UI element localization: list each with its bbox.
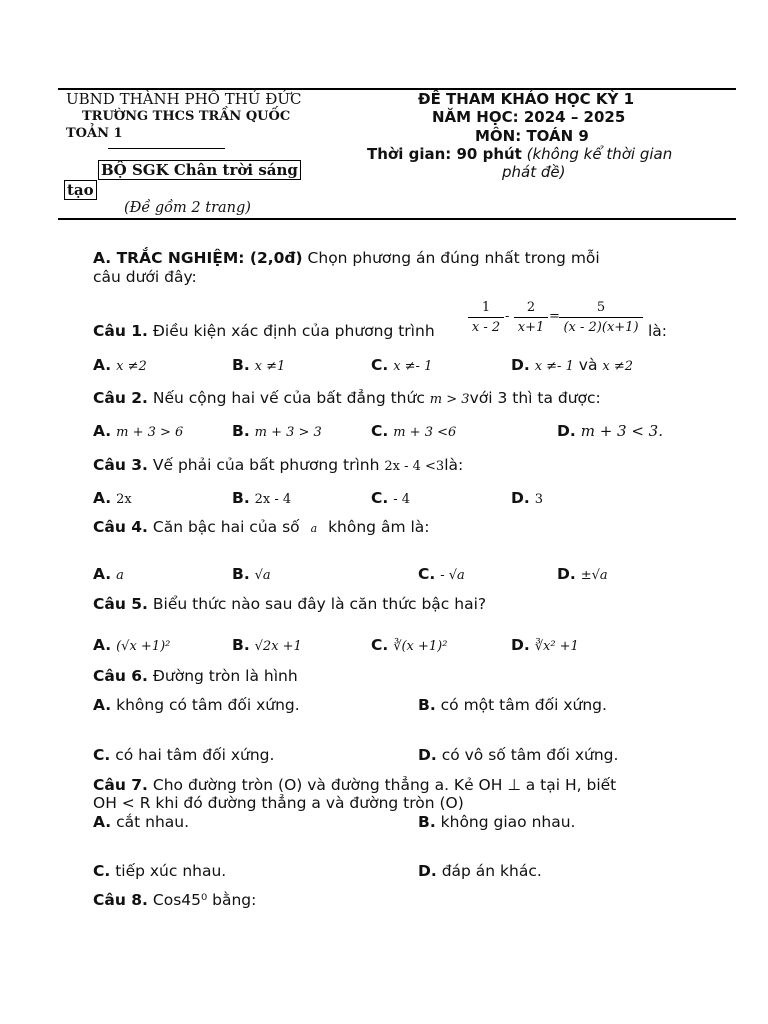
question-5-label: Câu 5. xyxy=(93,595,148,613)
q6-option-c[interactable] xyxy=(93,746,274,764)
option-letter: B. xyxy=(232,422,250,440)
option-letter: A. xyxy=(93,696,112,714)
question-6-label: Câu 6. xyxy=(93,667,148,685)
question-4-text: Căn bậc hai của số xyxy=(152,518,300,536)
q3-option-d[interactable] xyxy=(511,489,543,507)
option-letter: C. xyxy=(371,356,389,374)
option-text: - √a xyxy=(440,568,465,583)
option-letter: D. xyxy=(511,636,530,654)
option-text: 3 xyxy=(534,492,543,507)
option-letter: A. xyxy=(93,356,112,374)
q7-option-d[interactable] xyxy=(418,862,542,880)
option-letter: A. xyxy=(93,565,112,583)
option-letter: D. xyxy=(418,862,437,880)
option-text: không giao nhau. xyxy=(440,813,576,831)
school-year: NĂM HỌC: 2024 – 2025 xyxy=(432,108,626,126)
section-a-title: A. TRẮC NGHIỆM: (2,0đ) xyxy=(93,249,303,267)
question-7 xyxy=(93,776,616,794)
school-name: TRƯỜNG THCS TRẦN QUỐC xyxy=(82,109,291,124)
option-letter: B. xyxy=(418,813,436,831)
q5-option-c[interactable] xyxy=(371,636,447,654)
option-text: ∛(x +1)² xyxy=(393,639,448,654)
q4-option-c[interactable] xyxy=(418,565,465,583)
option-text: cắt nhau. xyxy=(116,813,190,831)
option-text: x ≠2 xyxy=(116,359,147,374)
question-7-label: Câu 7. xyxy=(93,776,148,794)
q3-option-b[interactable] xyxy=(232,489,291,507)
option-text: x ≠- 1 xyxy=(393,359,433,374)
option-letter: C. xyxy=(93,746,111,764)
q1-fraction-1-den: x - 2 xyxy=(471,320,501,335)
question-7-text-cont: OH < R khi đó đường thẳng a và đường tròn (O) xyxy=(93,794,464,812)
option-letter: B. xyxy=(418,696,436,714)
pages-note: (Đề gồm 2 trang) xyxy=(124,200,251,216)
q2-option-c[interactable] xyxy=(371,422,456,440)
option-text: đáp án khác. xyxy=(441,862,542,880)
option-text: (√x +1)² xyxy=(116,639,171,654)
question-8 xyxy=(93,891,256,909)
question-4-expr: a xyxy=(310,522,318,535)
section-a-heading xyxy=(93,249,600,267)
question-8-label: Câu 8. xyxy=(93,891,148,909)
option-letter: B. xyxy=(232,636,250,654)
option-text: - 4 xyxy=(393,492,410,507)
q3-option-a[interactable] xyxy=(93,489,132,507)
option-text: x ≠- 1 xyxy=(534,359,574,374)
option-text: m + 3 > 6 xyxy=(116,425,184,440)
option-text: có vô số tâm đối xứng. xyxy=(441,746,619,764)
q1-minus: - xyxy=(505,309,510,324)
q1-equals: = xyxy=(549,309,560,324)
option-and: và xyxy=(578,356,598,374)
q1-fraction-2-den: x+1 xyxy=(517,320,545,335)
question-6 xyxy=(93,667,298,685)
q1-fraction-1-num: 1 xyxy=(468,300,504,318)
q7-option-a[interactable] xyxy=(93,813,189,831)
option-letter: A. xyxy=(93,489,112,507)
book-series-cont: tạo xyxy=(64,180,97,200)
q4-option-d[interactable] xyxy=(557,565,608,583)
q1-option-c[interactable] xyxy=(371,356,432,374)
exam-time xyxy=(367,145,672,163)
option-letter: A. xyxy=(93,422,112,440)
q5-option-d[interactable] xyxy=(511,636,579,654)
question-5 xyxy=(93,595,486,613)
q4-option-b[interactable] xyxy=(232,565,271,583)
q2-option-b[interactable] xyxy=(232,422,322,440)
option-letter: D. xyxy=(557,565,576,583)
q1-fraction-3-den: (x - 2)(x+1) xyxy=(563,320,639,335)
q7-option-c[interactable] xyxy=(93,862,226,880)
district-name: UBND THÀNH PHỐ THỦ ĐỨC xyxy=(66,90,302,108)
question-6-text: Đường tròn là hình xyxy=(152,667,298,685)
q1-fraction-3 xyxy=(559,300,643,335)
option-text: không có tâm đối xứng. xyxy=(116,696,300,714)
q4-option-a[interactable] xyxy=(93,565,124,583)
q7-option-b[interactable] xyxy=(418,813,575,831)
option-letter: B. xyxy=(232,356,250,374)
option-letter: D. xyxy=(511,356,530,374)
header-bottom-rule xyxy=(58,218,736,220)
q6-option-b[interactable] xyxy=(418,696,607,714)
question-2-text: Nếu cộng hai vế của bất đẳng thức xyxy=(152,389,425,407)
option-letter: D. xyxy=(418,746,437,764)
q1-fraction-2 xyxy=(514,300,548,335)
question-1 xyxy=(93,322,435,340)
option-letter: B. xyxy=(232,565,250,583)
q5-option-b[interactable] xyxy=(232,636,302,654)
q6-option-a[interactable] xyxy=(93,696,300,714)
q1-option-d[interactable] xyxy=(511,356,633,374)
option-text: tiếp xúc nhau. xyxy=(115,862,227,880)
option-letter: C. xyxy=(93,862,111,880)
option-letter: C. xyxy=(371,636,389,654)
question-1-text: Điều kiện xác định của phương trình xyxy=(152,322,435,340)
option-text: ±√a xyxy=(580,568,608,583)
option-text: √a xyxy=(254,568,271,583)
q1-fraction-2-num: 2 xyxy=(514,300,548,318)
option-text: 2x xyxy=(116,492,132,507)
option-letter: D. xyxy=(557,422,576,440)
option-text: 2x - 4 xyxy=(254,492,292,507)
option-letter: C. xyxy=(418,565,436,583)
q3-option-c[interactable] xyxy=(371,489,410,507)
subject: MÔN: TOÁN 9 xyxy=(475,127,589,145)
option-letter: C. xyxy=(371,422,389,440)
question-3-label: Câu 3. xyxy=(93,456,148,474)
q1-fraction-3-num: 5 xyxy=(559,300,643,318)
book-series: BỘ SGK Chân trời sáng xyxy=(98,160,301,180)
question-2 xyxy=(93,389,601,407)
section-a-instruction: Chọn phương án đúng nhất trong mỗi xyxy=(307,249,600,267)
q1-fraction-1 xyxy=(468,300,504,335)
q6-option-d[interactable] xyxy=(418,746,618,764)
q1-option-a[interactable] xyxy=(93,356,147,374)
question-1-label: Câu 1. xyxy=(93,322,148,340)
question-2-tail: với 3 thì ta được: xyxy=(469,389,601,407)
option-text: có hai tâm đối xứng. xyxy=(115,746,275,764)
exam-time-note: (không kể thời gian xyxy=(526,145,673,163)
question-4 xyxy=(93,518,430,536)
option-text: √2x +1 xyxy=(254,639,302,654)
question-1-tail: là: xyxy=(648,322,668,340)
question-3-expr: 2x - 4 <3 xyxy=(384,459,445,474)
q1-option-b[interactable] xyxy=(232,356,285,374)
question-2-label: Câu 2. xyxy=(93,389,148,407)
exam-time-label: Thời gian: 90 phút xyxy=(367,145,522,163)
q2-option-d[interactable] xyxy=(557,422,663,440)
option-letter: A. xyxy=(93,813,112,831)
option-text: m + 3 > 3 xyxy=(254,425,322,440)
section-a-instruction-cont: câu dưới đây: xyxy=(93,268,197,286)
exam-title: ĐỀ THAM KHẢO HỌC KỲ 1 xyxy=(418,90,635,108)
option-letter: B. xyxy=(232,489,250,507)
option-text: ∛x² +1 xyxy=(534,639,579,654)
option-text: có một tâm đối xứng. xyxy=(440,696,607,714)
option-letter: C. xyxy=(371,489,389,507)
school-underline xyxy=(108,148,225,149)
option-text: m + 3 <6 xyxy=(393,425,457,440)
question-2-expr: m > 3 xyxy=(429,392,470,407)
question-7-text: Cho đường tròn (O) và đường thẳng a. Kẻ OH ⊥ a tại H, biết xyxy=(152,776,617,794)
question-3-tail: là: xyxy=(444,456,464,474)
option-text-2: x ≠2 xyxy=(602,359,634,374)
option-text: x ≠1 xyxy=(254,359,286,374)
question-4-label: Câu 4. xyxy=(93,518,148,536)
option-letter: A. xyxy=(93,636,112,654)
option-letter: D. xyxy=(511,489,530,507)
q2-option-a[interactable] xyxy=(93,422,183,440)
option-text: m + 3 < 3. xyxy=(580,422,663,440)
exam-time-note-cont: phát đề) xyxy=(502,163,566,181)
q5-option-a[interactable] xyxy=(93,636,170,654)
question-5-text: Biểu thức nào sau đây là căn thức bậc hai? xyxy=(152,595,487,613)
question-3 xyxy=(93,456,463,474)
question-3-text: Vế phải của bất phương trình xyxy=(152,456,380,474)
school-name-cont: TOẢN 1 xyxy=(66,126,123,141)
question-4-tail: không âm là: xyxy=(328,518,430,536)
question-8-text: Cos45⁰ bằng: xyxy=(152,891,257,909)
option-text: a xyxy=(116,568,124,583)
